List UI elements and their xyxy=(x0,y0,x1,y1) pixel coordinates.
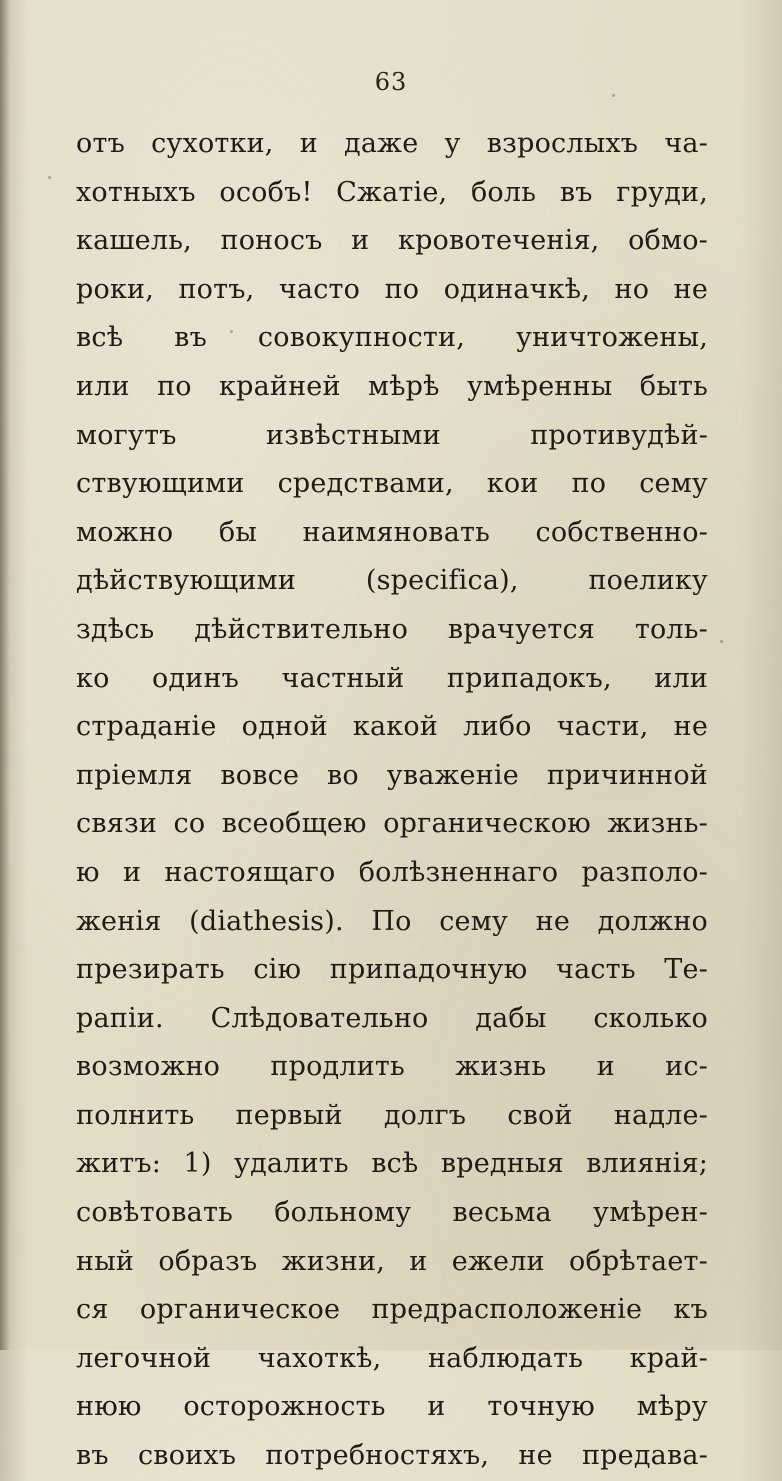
text-line: роки, потъ, часто по одиначкѣ, но не xyxy=(76,273,708,305)
text-line: могутъ извѣстными противудѣй- xyxy=(76,419,708,451)
text-line: или по крайней мѣрѣ умѣренны быть xyxy=(76,370,708,402)
text-line: возможно продлить жизнь и ис- xyxy=(76,1051,708,1083)
text-line: житъ: 1) удалить всѣ вредныя влиянія; xyxy=(76,1148,708,1180)
text-line: связи со всеобщею органическою жизнь- xyxy=(76,808,708,840)
text-line: кашель, поносъ и кровотеченія, обмо- xyxy=(76,225,708,257)
paper-speck xyxy=(720,640,723,643)
text-line: отъ сухотки, и даже у взрослыхъ ча- xyxy=(76,128,708,159)
body-text xyxy=(76,120,708,1481)
text-line: пріемля вовсе во уваженіе причинной xyxy=(76,759,708,791)
text-line: женія (diathesis). По сему не должно xyxy=(76,905,708,937)
text-line: здѣсь дѣйствительно врачуется толь- xyxy=(76,613,708,645)
text-line: нюю осторожность и точную мѣру xyxy=(76,1391,708,1423)
paper-speck xyxy=(48,176,51,179)
text-line: ю и настоящаго болѣзненнаго разполо- xyxy=(76,856,708,888)
text-line: рапіи. Слѣдовательно дабы сколько xyxy=(76,1002,708,1034)
text-line: страданіе одной какой либо части, не xyxy=(76,711,708,743)
text-line: легочной чахоткѣ, наблюдать край- xyxy=(76,1342,708,1374)
text-line: дѣйствующими (specifica), поелику xyxy=(76,565,708,597)
text-line: полнить первый долгъ свой надле- xyxy=(76,1099,708,1131)
text-line: всѣ въ совокупности, уничтожены, xyxy=(76,322,708,354)
text-line: ко одинъ частный припадокъ, или xyxy=(76,662,708,694)
text-line: презирать сію припадочную часть Те- xyxy=(76,954,708,986)
page-number: 63 xyxy=(374,68,408,96)
text-line: въ своихъ потребностяхъ, не предава- xyxy=(76,1440,708,1472)
paper-speck xyxy=(230,330,233,333)
text-line: можно бы наимяновать собственно- xyxy=(76,516,708,548)
text-line: ный образъ жизни, и ежели обрѣтает- xyxy=(76,1245,708,1277)
text-line: ся органическое предрасположеніе къ xyxy=(76,1294,708,1326)
text-line: ствующими средствами, кои по сему xyxy=(76,468,708,500)
text-line: хотныхъ особъ! Сжатіе, боль въ груди, xyxy=(76,176,708,208)
paper-speck xyxy=(612,94,615,97)
page-edge-shadow xyxy=(0,0,10,1350)
text-line: совѣтовать больному весьма умѣрен- xyxy=(76,1197,708,1229)
